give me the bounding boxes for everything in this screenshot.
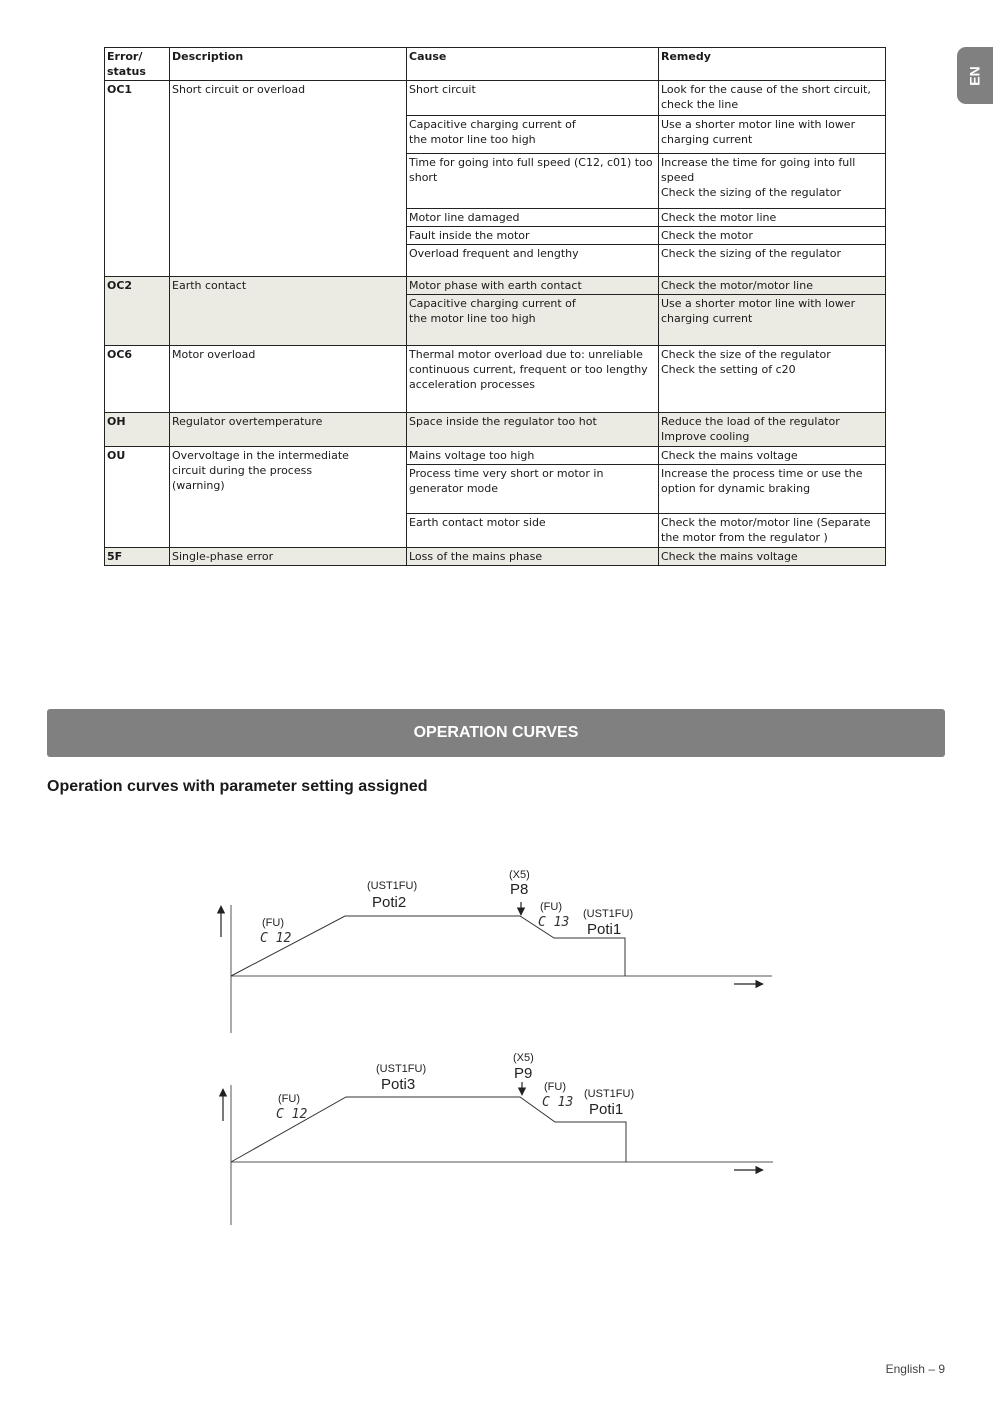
- high-speed-label: Poti2: [372, 894, 407, 911]
- error-remedy: Check the mains voltage: [659, 548, 886, 566]
- page-footer: English – 9: [885, 1362, 945, 1376]
- header-description: Description: [170, 48, 407, 81]
- error-remedy: Check the motor line: [659, 209, 886, 227]
- error-remedy: Check the motor/motor line: [659, 277, 886, 295]
- input-label: P9: [514, 1065, 533, 1082]
- error-remedy: Look for the cause of the short circuit, check the line: [659, 81, 886, 116]
- curve-bottom: [223, 1052, 773, 1225]
- error-code: OC1: [105, 81, 170, 277]
- high-speed-tag: (UST1FU): [376, 1063, 427, 1075]
- error-remedy: Check the mains voltage: [659, 447, 886, 465]
- error-cause: Capacitive charging current of the motor line too high: [407, 295, 659, 346]
- decel-param: C 13: [542, 1095, 574, 1110]
- error-cause: Time for going into full speed (C12, c01) too short: [407, 154, 659, 209]
- error-cause: Overload frequent and lengthy: [407, 245, 659, 277]
- error-description: Short circuit or overload: [170, 81, 407, 277]
- low-speed-tag: (UST1FU): [583, 908, 634, 920]
- error-remedy: Reduce the load of the regulator Improve cooling: [659, 413, 886, 447]
- error-remedy: Increase the process time or use the option for dynamic braking: [659, 465, 886, 514]
- decel-param: C 13: [538, 915, 570, 930]
- error-cause: Space inside the regulator too hot: [407, 413, 659, 447]
- error-code: OC2: [105, 277, 170, 346]
- low-speed-label: Poti1: [587, 921, 622, 938]
- ramp-param: C 12: [276, 1107, 308, 1122]
- error-cause: Earth contact motor side: [407, 514, 659, 548]
- error-remedy: Check the motor/motor line (Separate the motor from the regulator ): [659, 514, 886, 548]
- header-cause: Cause: [407, 48, 659, 81]
- ramp-tag: (FU): [262, 917, 284, 929]
- error-remedy: Check the sizing of the regulator: [659, 245, 886, 277]
- error-cause: Mains voltage too high: [407, 447, 659, 465]
- error-remedy: Use a shorter motor line with lower charging current: [659, 295, 886, 346]
- decel-tag: (FU): [540, 901, 562, 913]
- input-tag: (X5): [509, 869, 530, 881]
- page-subheading: Operation curves with parameter setting assigned: [47, 778, 428, 795]
- language-tab-label: EN: [966, 65, 983, 86]
- error-remedy: Check the size of the regulator Check the setting of c20: [659, 346, 886, 413]
- error-remedy: Use a shorter motor line with lower charging current: [659, 116, 886, 154]
- error-cause: Loss of the mains phase: [407, 548, 659, 566]
- error-description: Motor overload: [170, 346, 407, 413]
- error-description: Regulator overtemperature: [170, 413, 407, 447]
- error-cause: Motor line damaged: [407, 209, 659, 227]
- ramp-tag: (FU): [278, 1093, 300, 1105]
- header-remedy: Remedy: [659, 48, 886, 81]
- high-speed-label: Poti3: [381, 1076, 416, 1093]
- error-cause: Process time very short or motor in generator mode: [407, 465, 659, 514]
- decel-tag: (FU): [544, 1081, 566, 1093]
- error-code: OC6: [105, 346, 170, 413]
- section-title: OPERATION CURVES: [413, 724, 579, 741]
- input-label: P8: [510, 881, 529, 898]
- low-speed-label: Poti1: [589, 1101, 624, 1118]
- error-remedy: Check the motor: [659, 227, 886, 245]
- error-description: Single-phase error: [170, 548, 407, 566]
- curve-top: [221, 869, 772, 1033]
- error-code: OU: [105, 447, 170, 548]
- error-cause: Motor phase with earth contact: [407, 277, 659, 295]
- low-speed-tag: (UST1FU): [584, 1088, 635, 1100]
- high-speed-tag: (UST1FU): [367, 880, 418, 892]
- error-description: Earth contact: [170, 277, 407, 346]
- error-cause: Fault inside the motor: [407, 227, 659, 245]
- error-cause: Capacitive charging current of the motor line too high: [407, 116, 659, 154]
- error-code: 5F: [105, 548, 170, 566]
- error-code: OH: [105, 413, 170, 447]
- ramp-param: C 12: [260, 931, 292, 946]
- error-description: Overvoltage in the intermediate circuit during the process (warning): [170, 447, 407, 548]
- header-error-status: Error/ status: [105, 48, 170, 81]
- input-tag: (X5): [513, 1052, 534, 1064]
- error-remedy: Increase the time for going into full speed Check the sizing of the regulator: [659, 154, 886, 209]
- error-cause: Thermal motor overload due to: unreliable continuous current, frequent or too lengthy acceleration processes: [407, 346, 659, 413]
- error-cause: Short circuit: [407, 81, 659, 116]
